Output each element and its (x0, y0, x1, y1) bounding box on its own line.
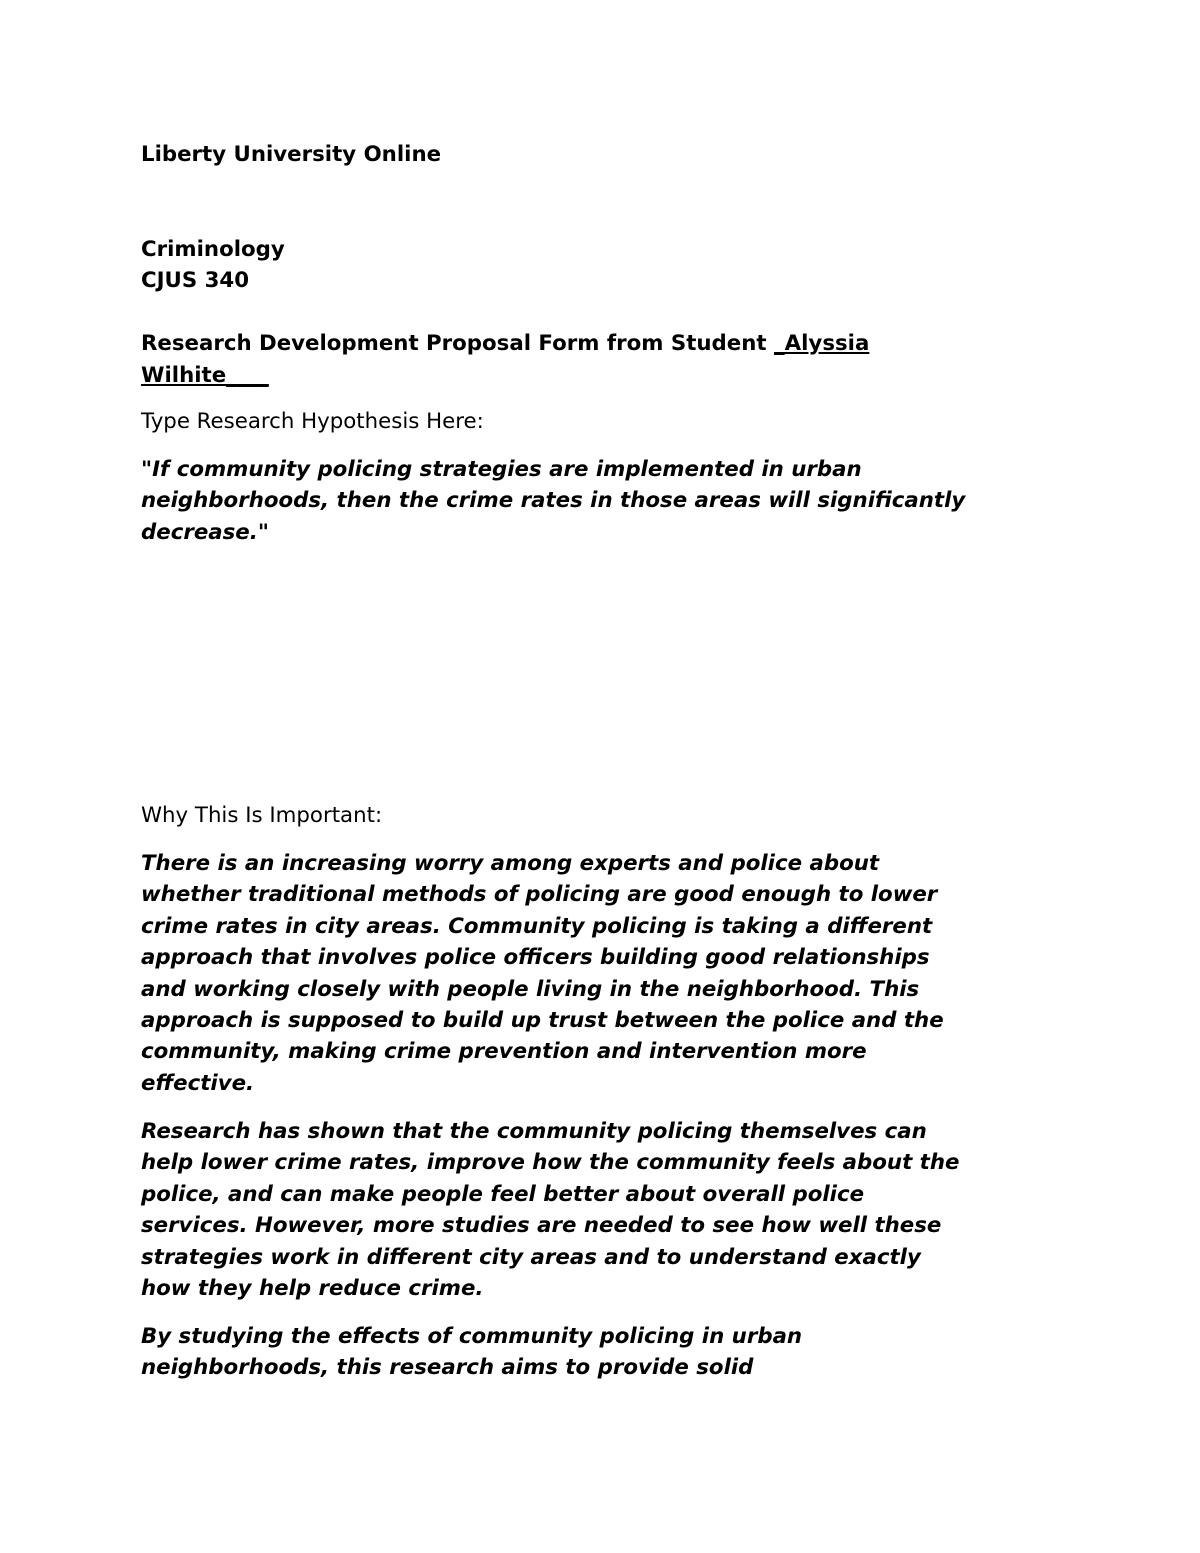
institution-name: Liberty University Online (141, 142, 442, 167)
importance-label: Why This Is Important: (141, 803, 383, 828)
paragraph-line: community, making crime prevention and intervention more (141, 1039, 867, 1065)
form-title-prefix: Research Development Proposal Form from Student (141, 331, 774, 356)
paragraph-line: approach that involves police officers building good relationships (141, 945, 930, 971)
student-name-second: Wilhite____ (141, 363, 269, 388)
paragraph-line: how they help reduce crime. (141, 1276, 484, 1302)
course-name: Criminology (141, 237, 285, 262)
paragraph-line: approach is supposed to build up trust between the police and the (141, 1008, 944, 1034)
student-name-first: _Alyssia (774, 331, 870, 356)
hypothesis-label: Type Research Hypothesis Here: (141, 409, 484, 434)
paragraph-line: whether traditional methods of policing are good enough to lower (141, 882, 938, 908)
paragraph-line: police, and can make people feel better about overall police (141, 1181, 865, 1207)
importance-paragraph-1 (141, 848, 944, 1099)
form-title-line-1 (141, 328, 869, 360)
course-code: CJUS 340 (141, 268, 250, 293)
paragraph-line: neighborhoods, this research aims to provide solid (141, 1355, 754, 1381)
hypothesis-text (141, 454, 965, 548)
hypothesis-line: neighborhoods, then the crime rates in those areas will significantly (141, 488, 966, 514)
form-title (141, 328, 869, 392)
paragraph-line: strategies work in different city areas and to understand exactly (141, 1244, 921, 1270)
paragraph-line: By studying the effects of community policing in urban (141, 1324, 803, 1349)
hypothesis-line: "If community policing strategies are implemented in urban (141, 457, 862, 482)
paragraph-line: crime rates in city areas. Community policing is taking a different (141, 913, 933, 939)
hypothesis-line: decrease." (141, 519, 269, 545)
paragraph-line: services. However, more studies are needed to see how well these (141, 1213, 942, 1239)
paragraph-line: help lower crime rates, improve how the community feels about the (141, 1150, 960, 1176)
paragraph-line: There is an increasing worry among experts and police about (141, 851, 880, 876)
importance-paragraph-2 (141, 1116, 959, 1304)
paragraph-line: Research has shown that the community policing themselves can (141, 1119, 927, 1144)
importance-paragraph-3 (141, 1321, 802, 1384)
paragraph-line: effective. (141, 1070, 255, 1096)
paragraph-line: and working closely with people living in the neighborhood. This (141, 976, 920, 1002)
